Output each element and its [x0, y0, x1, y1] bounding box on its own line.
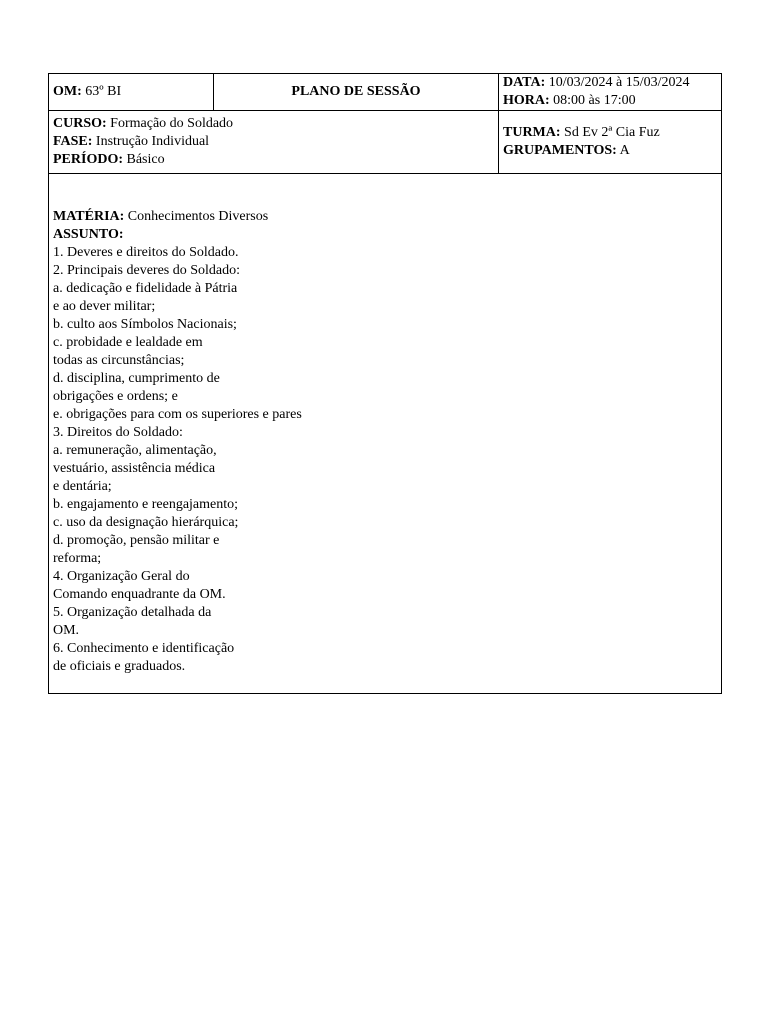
curso-line	[53, 115, 494, 133]
assunto-list	[53, 244, 717, 676]
om-value: 63º BI	[85, 84, 122, 99]
periodo-value: Básico	[126, 152, 165, 167]
content-block	[53, 192, 717, 676]
assunto-line: c. probidade e lealdade em	[53, 334, 203, 350]
assunto-line: e. obrigações para com os superiores e pares	[53, 406, 302, 422]
assunto-line: d. disciplina, cumprimento de	[53, 370, 220, 386]
assunto-line: a. remuneração, alimentação,	[53, 442, 217, 458]
header-row	[49, 74, 722, 111]
info-row	[49, 111, 722, 174]
turma-label: TURMA:	[503, 125, 561, 140]
content-cell	[49, 174, 722, 694]
session-plan-table	[48, 73, 722, 694]
date-time-cell	[499, 74, 722, 111]
assunto-line: 6. Conhecimento e identificação	[53, 640, 235, 656]
hour-line	[503, 92, 717, 110]
hora-label: HORA:	[503, 93, 550, 108]
assunto-line: de oficiais e graduados.	[53, 658, 186, 674]
data-value: 10/03/2024 à 15/03/2024	[548, 75, 690, 90]
assunto-line: c. uso da designação hierárquica;	[53, 514, 239, 530]
assunto-line: a. dedicação e fidelidade à Pátria	[53, 280, 238, 296]
assunto-line: b. culto aos Símbolos Nacionais;	[53, 316, 237, 332]
fase-label: FASE:	[53, 134, 93, 149]
course-cell	[49, 111, 499, 174]
data-label: DATA:	[503, 75, 546, 90]
assunto-line: d. promoção, pensão militar e	[53, 532, 220, 548]
grupamentos-line	[503, 142, 717, 160]
assunto-line: obrigações e ordens; e	[53, 388, 178, 404]
om-cell	[49, 74, 214, 111]
curso-value: Formação do Soldado	[110, 116, 234, 131]
assunto-line: 2. Principais deveres do Soldado:	[53, 262, 241, 278]
materia-value: Conhecimentos Diversos	[127, 208, 269, 224]
date-line	[503, 74, 717, 92]
assunto-label: ASSUNTO:	[53, 226, 124, 242]
assunto-line: reforma;	[53, 550, 102, 566]
assunto-line: 5. Organização detalhada da	[53, 604, 212, 620]
assunto-line: 4. Organização Geral do	[53, 568, 190, 584]
fase-line	[53, 133, 494, 151]
periodo-line	[53, 151, 494, 169]
grupamentos-value: A	[619, 143, 630, 158]
class-cell	[499, 111, 722, 174]
turma-value: Sd Ev 2ª Cia Fuz	[564, 125, 660, 140]
assunto-line: Comando enquadrante da OM.	[53, 586, 226, 602]
curso-label: CURSO:	[53, 116, 107, 131]
content-row	[49, 174, 722, 694]
fase-value: Instrução Individual	[95, 134, 210, 149]
grupamentos-label: GRUPAMENTOS:	[503, 143, 617, 158]
assunto-line: e ao dever militar;	[53, 298, 156, 314]
materia-line	[53, 208, 717, 226]
assunto-line: 3. Direitos do Soldado:	[53, 424, 183, 440]
hora-value: 08:00 às 17:00	[553, 93, 636, 108]
periodo-label: PERÍODO:	[53, 152, 123, 167]
assunto-line: OM.	[53, 622, 80, 638]
assunto-line: vestuário, assistência médica	[53, 460, 216, 476]
document-title: PLANO DE SESSÃO	[214, 74, 499, 111]
assunto-line: 1. Deveres e direitos do Soldado.	[53, 244, 239, 260]
om-label: OM:	[53, 84, 82, 99]
materia-label: MATÉRIA:	[53, 208, 125, 224]
assunto-line: todas as circunstâncias;	[53, 352, 185, 368]
assunto-line: e dentária;	[53, 478, 112, 494]
turma-line	[503, 124, 717, 142]
assunto-line: b. engajamento e reengajamento;	[53, 496, 239, 512]
